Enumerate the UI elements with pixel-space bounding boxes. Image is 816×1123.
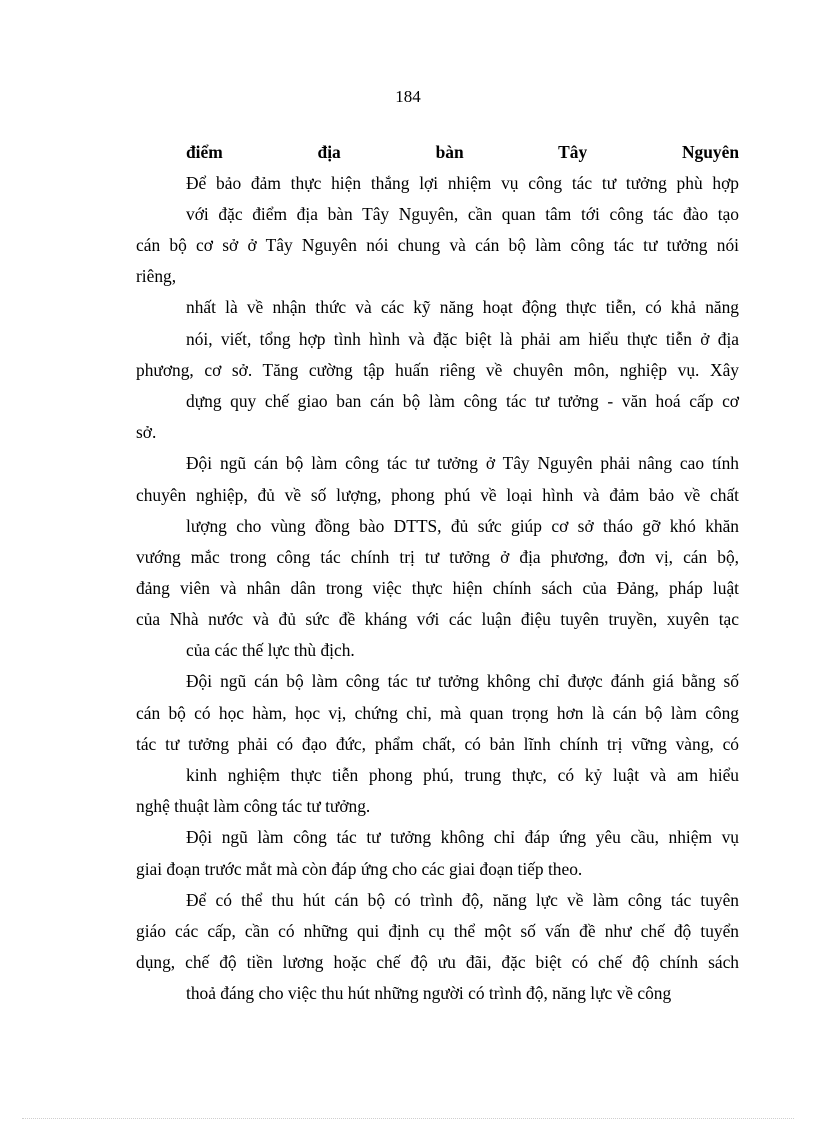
text-line: lượng cho vùng đồng bào DTTS, đủ sức giúp cơ sở tháo gỡ khó khăn (186, 516, 739, 536)
text-line: chuyên nghiệp, đủ về số lượng, phong phú về loại hình và đảm bảo về chất (136, 485, 739, 505)
text-line: dựng quy chế giao ban cán bộ làm công tác tư tưởng - văn hoá cấp cơ (186, 391, 739, 411)
text-line: Để bảo đảm thực hiện thắng lợi nhiệm vụ công tác tư tưởng phù hợp (186, 173, 739, 193)
text-line: vướng mắc trong công tác chính trị tư tưởng ở địa phương, đơn vị, cán bộ, (136, 547, 739, 567)
text-line: dụng, chế độ tiền lương hoặc chế độ ưu đãi, đặc biệt có chế độ chính sách (136, 952, 739, 972)
text-line: với đặc điểm địa bàn Tây Nguyên, cần quan tâm tới công tác đào tạo (186, 204, 739, 224)
heading-line: điểm địa bàn Tây Nguyên (186, 142, 739, 162)
text-line: phương, cơ sở. Tăng cường tập huấn riêng về chuyên môn, nghiệp vụ. Xây (136, 360, 739, 380)
text-line: Đội ngũ làm công tác tư tưởng không chỉ đáp ứng yêu cầu, nhiệm vụ (186, 827, 739, 847)
text-line: cán bộ có học hàm, học vị, chứng chỉ, mà quan trọng hơn là cán bộ làm công (136, 703, 739, 723)
text-line: nhất là về nhận thức và các kỹ năng hoạt động thực tiễn, có khả năng (186, 297, 739, 317)
text-line: đảng viên và nhân dân trong việc thực hiện chính sách của Đảng, pháp luật (136, 578, 739, 598)
text-line: sở. (136, 422, 157, 442)
text-line: Đội ngũ cán bộ làm công tác tư tưởng không chỉ được đánh giá bằng số (186, 671, 739, 691)
text-line: nói, viết, tổng hợp tình hình và đặc biệt là phải am hiểu thực tiễn ở địa (186, 329, 739, 349)
text-line: cán bộ cơ sở ở Tây Nguyên nói chung và cán bộ làm công tác tư tưởng nói (136, 235, 739, 255)
text-line: tác tư tưởng phải có đạo đức, phẩm chất, có bản lĩnh chính trị vững vàng, có (136, 734, 739, 754)
text-line: của Nhà nước và đủ sức đề kháng với các luận điệu tuyên truyền, xuyên tạc (136, 609, 739, 629)
page-number: 184 (395, 87, 421, 106)
text-line: nghệ thuật làm công tác tư tưởng. (136, 796, 371, 816)
text-line: giai đoạn trước mắt mà còn đáp ứng cho các giai đoạn tiếp theo. (136, 859, 583, 879)
text-line: Để có thể thu hút cán bộ có trình độ, năng lực về làm công tác tuyên (186, 890, 739, 910)
text-line: của các thế lực thù địch. (186, 640, 355, 660)
text-line: giáo các cấp, cần có những qui định cụ thể một số vấn đề như chế độ tuyển (136, 921, 739, 941)
text-line: riêng, (136, 266, 177, 286)
text-line: thoả đáng cho việc thu hút những người có trình độ, năng lực về công (186, 983, 672, 1003)
text-line: Đội ngũ cán bộ làm công tác tư tưởng ở Tây Nguyên phải nâng cao tính (186, 453, 739, 473)
page-bottom-border (22, 1118, 794, 1119)
text-line: kinh nghiệm thực tiễn phong phú, trung thực, có kỷ luật và am hiểu (186, 765, 739, 785)
